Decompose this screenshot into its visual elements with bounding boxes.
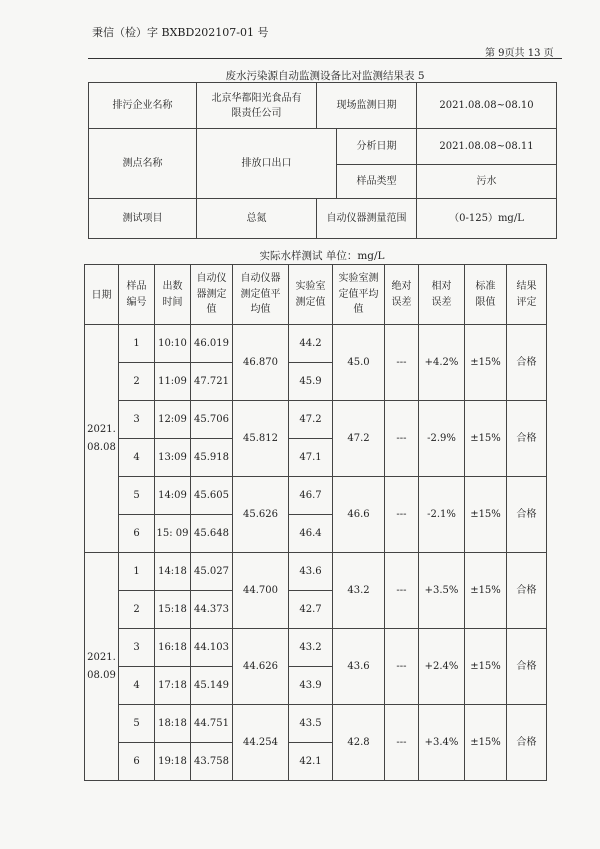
col-limit: 标准限值: [465, 265, 507, 325]
lab-value-cell: 44.2: [289, 325, 333, 363]
result-cell: 合格: [507, 705, 547, 781]
auto-avg-cell: 46.870: [233, 325, 289, 401]
time-cell: 15: 09: [155, 515, 191, 553]
time-cell: 12:09: [155, 401, 191, 439]
limit-cell: ±15%: [465, 325, 507, 401]
col-lab-value: 实验室测定值: [289, 265, 333, 325]
lab-value-cell: 45.9: [289, 363, 333, 401]
auto-value-cell: 46.019: [191, 325, 233, 363]
sample-no-cell: 1: [119, 325, 155, 363]
table-row: [85, 553, 547, 591]
subtitle: 实际水样测试 单位：mg/L: [259, 250, 385, 262]
auto-avg-cell: 44.700: [233, 553, 289, 629]
col-abs-error: 绝对误差: [385, 265, 419, 325]
lab-avg-cell: 47.2: [333, 401, 385, 477]
time-cell: 13:09: [155, 439, 191, 477]
abs-error-cell: ---: [385, 477, 419, 553]
table-row: [85, 477, 547, 515]
auto-avg-cell: 45.626: [233, 477, 289, 553]
auto-value-cell: 45.027: [191, 553, 233, 591]
limit-cell: ±15%: [465, 629, 507, 705]
auto-value-cell: 45.918: [191, 439, 233, 477]
auto-value-cell: 45.648: [191, 515, 233, 553]
col-auto-value: 自动仪器测定值: [191, 265, 233, 325]
item-label: 测试项目: [89, 199, 197, 239]
rel-error-cell: +3.4%: [419, 705, 465, 781]
sample-no-cell: 1: [119, 553, 155, 591]
range-label: 自动仪器测量范围: [317, 199, 417, 239]
analysis-date-label: 分析日期: [337, 129, 417, 165]
point-value: 排放口出口: [197, 129, 337, 199]
time-cell: 15:18: [155, 591, 191, 629]
auto-value-cell: 45.605: [191, 477, 233, 515]
auto-value-cell: 47.721: [191, 363, 233, 401]
sample-no-cell: 5: [119, 705, 155, 743]
time-cell: 14:18: [155, 553, 191, 591]
auto-value-cell: 44.751: [191, 705, 233, 743]
sample-no-cell: 6: [119, 515, 155, 553]
auto-value-cell: 45.149: [191, 667, 233, 705]
auto-value-cell: 44.373: [191, 591, 233, 629]
sample-no-cell: 3: [119, 401, 155, 439]
sample-type-value: 污水: [417, 165, 557, 199]
table-row: [85, 325, 547, 363]
page-number: 第 9页共 13 页: [485, 48, 554, 59]
company-value: 北京华都阳光食品有限责任公司: [197, 83, 317, 129]
col-lab-avg: 实验室测定值平均值: [333, 265, 385, 325]
sample-type-label: 样品类型: [337, 165, 417, 199]
lab-avg-cell: 46.6: [333, 477, 385, 553]
time-cell: 17:18: [155, 667, 191, 705]
limit-cell: ±15%: [465, 477, 507, 553]
time-cell: 19:18: [155, 743, 191, 781]
time-cell: 10:10: [155, 325, 191, 363]
result-cell: 合格: [507, 477, 547, 553]
rel-error-cell: -2.9%: [419, 401, 465, 477]
lab-avg-cell: 42.8: [333, 705, 385, 781]
sample-no-cell: 4: [119, 439, 155, 477]
auto-value-cell: 45.706: [191, 401, 233, 439]
company-label: 排污企业名称: [89, 83, 197, 129]
result-cell: 合格: [507, 553, 547, 629]
info-table: [88, 82, 557, 239]
date-cell: 2021.08.08: [85, 325, 119, 553]
lab-avg-cell: 43.2: [333, 553, 385, 629]
results-table: [84, 264, 547, 781]
rel-error-cell: -2.1%: [419, 477, 465, 553]
lab-avg-cell: 43.6: [333, 629, 385, 705]
sample-no-cell: 2: [119, 363, 155, 401]
time-cell: 11:09: [155, 363, 191, 401]
sample-no-cell: 6: [119, 743, 155, 781]
table-title: 废水污染源自动监测设备比对监测结果表 5: [225, 70, 425, 82]
range-value: （0-125）mg/L: [417, 199, 557, 239]
rel-error-cell: +3.5%: [419, 553, 465, 629]
result-cell: 合格: [507, 401, 547, 477]
sample-no-cell: 4: [119, 667, 155, 705]
col-sample-no: 样品编号: [119, 265, 155, 325]
lab-value-cell: 46.4: [289, 515, 333, 553]
col-result: 结果评定: [507, 265, 547, 325]
lab-value-cell: 43.9: [289, 667, 333, 705]
date-cell: 2021.08.09: [85, 553, 119, 781]
lab-value-cell: 43.5: [289, 705, 333, 743]
auto-value-cell: 44.103: [191, 629, 233, 667]
header-rule: [88, 58, 562, 59]
lab-value-cell: 47.1: [289, 439, 333, 477]
time-cell: 18:18: [155, 705, 191, 743]
point-label: 测点名称: [89, 129, 197, 199]
sample-no-cell: 2: [119, 591, 155, 629]
rel-error-cell: +4.2%: [419, 325, 465, 401]
abs-error-cell: ---: [385, 629, 419, 705]
analysis-date-value: 2021.08.08~08.11: [417, 129, 557, 165]
table-row: [85, 629, 547, 667]
limit-cell: ±15%: [465, 401, 507, 477]
time-cell: 14:09: [155, 477, 191, 515]
abs-error-cell: ---: [385, 705, 419, 781]
abs-error-cell: ---: [385, 325, 419, 401]
auto-value-cell: 43.758: [191, 743, 233, 781]
limit-cell: ±15%: [465, 705, 507, 781]
item-value: 总氮: [197, 199, 317, 239]
result-cell: 合格: [507, 325, 547, 401]
time-cell: 16:18: [155, 629, 191, 667]
site-date-value: 2021.08.08~08.10: [417, 83, 557, 129]
col-date: 日期: [85, 265, 119, 325]
sample-no-cell: 5: [119, 477, 155, 515]
sample-no-cell: 3: [119, 629, 155, 667]
table-row: [85, 705, 547, 743]
lab-value-cell: 43.6: [289, 553, 333, 591]
document-code: 秉信（检）字 BXBD202107-01 号: [92, 26, 269, 39]
lab-value-cell: 47.2: [289, 401, 333, 439]
table-row: [85, 401, 547, 439]
rel-error-cell: +2.4%: [419, 629, 465, 705]
col-time: 出数时间: [155, 265, 191, 325]
result-cell: 合格: [507, 629, 547, 705]
limit-cell: ±15%: [465, 553, 507, 629]
abs-error-cell: ---: [385, 401, 419, 477]
abs-error-cell: ---: [385, 553, 419, 629]
auto-avg-cell: 45.812: [233, 401, 289, 477]
auto-avg-cell: 44.626: [233, 629, 289, 705]
lab-avg-cell: 45.0: [333, 325, 385, 401]
lab-value-cell: 42.7: [289, 591, 333, 629]
lab-value-cell: 42.1: [289, 743, 333, 781]
col-rel-error: 相对误差: [419, 265, 465, 325]
lab-value-cell: 46.7: [289, 477, 333, 515]
auto-avg-cell: 44.254: [233, 705, 289, 781]
col-auto-avg: 自动仪器测定值平均值: [233, 265, 289, 325]
site-date-label: 现场监测日期: [317, 83, 417, 129]
lab-value-cell: 43.2: [289, 629, 333, 667]
